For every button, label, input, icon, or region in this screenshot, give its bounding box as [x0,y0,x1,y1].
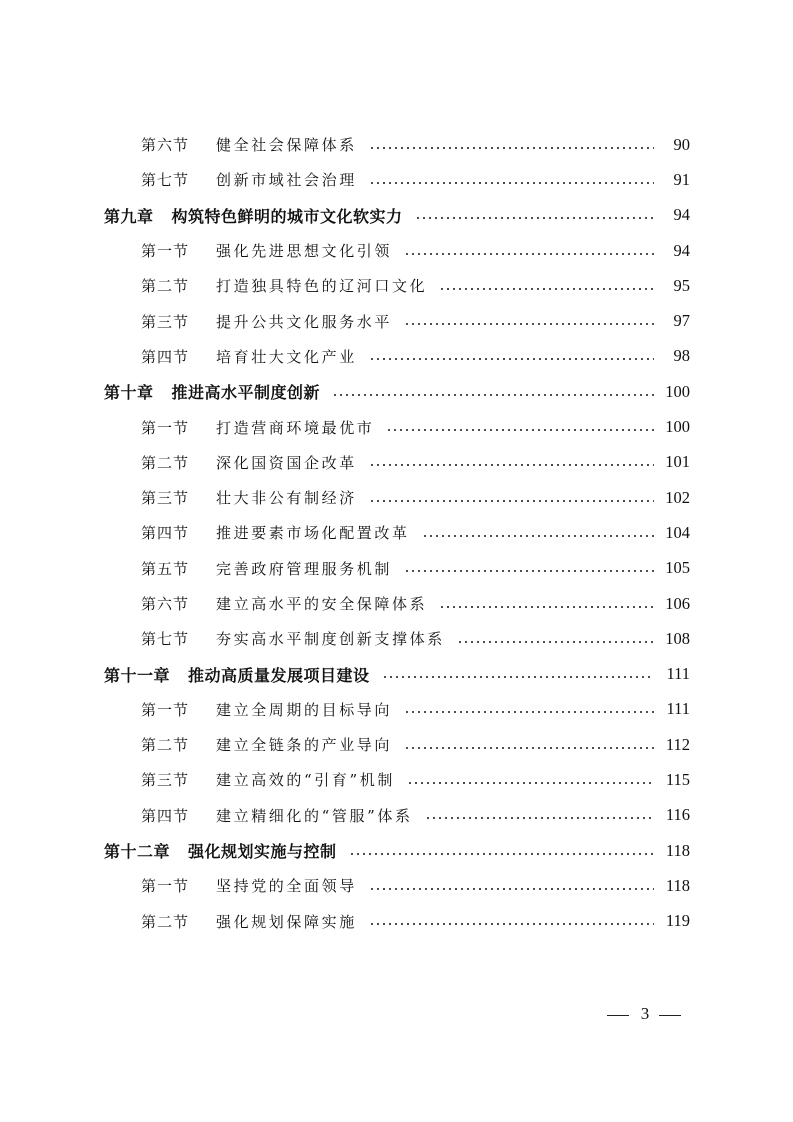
toc-dot-leader [369,182,654,184]
toc-section-row [0,727,793,762]
toc-section-title: 健全社会保障体系 [216,136,357,155]
toc-page-number: 119 [665,911,690,931]
toc-section-title: 强化先进思想文化引领 [216,242,393,261]
toc-dot-leader [369,358,654,360]
toc-section-number: 第四节 [141,347,190,366]
toc-section-title: 坚持党的全面领导 [216,877,357,896]
toc-dot-leader [369,147,654,149]
toc-section-row [0,303,793,338]
toc-chapter-number: 第十一章 [104,665,171,685]
toc-section-title: 打造营商环境最优市 [216,418,375,437]
toc-page-number: 105 [665,558,690,578]
toc-chapter-number: 第九章 [104,206,154,226]
toc-section-row [0,339,793,374]
toc-dot-leader [386,429,654,431]
toc-dot-leader [349,853,654,855]
toc-dot-leader [422,535,654,537]
toc-section-title: 打造独具特色的辽河口文化 [216,277,428,296]
toc-section-title: 建立高效的“引育”机制 [216,771,395,790]
toc-section-number: 第四节 [141,524,190,543]
toc-dot-leader [404,570,654,572]
toc-section-title: 强化规划保障实施 [216,912,357,931]
toc-page-number: 111 [666,699,690,719]
toc-page-number: 100 [665,417,690,437]
toc-page-number: 91 [673,169,690,189]
toc-section-row [0,551,793,586]
toc-section-number: 第四节 [141,806,190,825]
toc-section-title: 完善政府管理服务机制 [216,559,393,578]
toc-section-number: 第三节 [141,771,190,790]
toc-chapter-row [0,198,793,233]
toc-page-number: 118 [665,875,690,895]
toc-page-number: 106 [665,593,690,613]
toc-page-number: 112 [665,734,690,754]
toc-chapter-title: 推进高水平制度创新 [171,383,321,403]
toc-section-row [0,692,793,727]
toc-section-row [0,762,793,797]
toc-section-row [0,127,793,162]
toc-section-row [0,515,793,550]
toc-section-title: 壮大非公有制经济 [216,489,357,508]
toc-dot-leader [404,711,654,713]
toc-section-row [0,586,793,621]
toc-page-number: 102 [665,487,690,507]
toc-page-number: 100 [665,381,690,401]
toc-dot-leader [415,217,654,219]
toc-section-number: 第一节 [141,418,190,437]
toc-section-number: 第二节 [141,912,190,931]
toc-section-number: 第二节 [141,277,190,296]
toc-dot-leader [332,394,654,396]
toc-section-number: 第五节 [141,559,190,578]
toc-chapter-title: 推动高质量发展项目建设 [188,665,370,685]
toc-section-title: 深化国资国企改革 [216,453,357,472]
toc-dot-leader [369,888,654,890]
toc-section-title: 建立精细化的“管服”体系 [216,806,413,825]
toc-section-number: 第六节 [141,136,190,155]
toc-section-row [0,409,793,444]
toc-section-row [0,904,793,939]
toc-section-title: 提升公共文化服务水平 [216,312,393,331]
toc-dot-leader [369,500,654,502]
toc-section-number: 第三节 [141,312,190,331]
toc-section-row [0,445,793,480]
toc-page-number: 104 [665,522,690,542]
toc-section-title: 建立全链条的产业导向 [216,736,393,755]
toc-page-number: 118 [665,840,690,860]
footer-dash-left [607,1015,629,1016]
toc-page-number: 97 [673,311,690,331]
toc-dot-leader [407,782,654,784]
toc-chapter-title: 构筑特色鲜明的城市文化软实力 [171,206,403,226]
toc-dot-leader [369,464,654,466]
toc-page-number: 108 [665,628,690,648]
toc-chapter-row [0,656,793,691]
table-of-contents [0,127,793,939]
toc-section-row [0,621,793,656]
toc-page-number: 98 [673,346,690,366]
toc-section-title: 推进要素市场化配置改革 [216,524,410,543]
toc-chapter-title: 强化规划实施与控制 [188,842,337,862]
toc-page-number: 111 [666,664,690,684]
toc-chapter-row [0,833,793,868]
toc-dot-leader [404,323,654,325]
toc-section-row [0,268,793,303]
toc-dot-leader [404,747,654,749]
toc-page-number: 94 [673,240,690,260]
toc-dot-leader [425,817,654,819]
toc-section-row [0,868,793,903]
toc-section-number: 第六节 [141,595,190,613]
toc-section-number: 第二节 [141,453,190,472]
toc-dot-leader [382,676,654,678]
page-footer [0,1004,793,1028]
toc-section-row [0,162,793,197]
toc-section-title: 夯实高水平制度创新支撑体系 [216,630,445,649]
toc-section-number: 第一节 [141,700,190,719]
toc-section-row [0,233,793,268]
footer-dash-right [659,1015,681,1016]
toc-section-number: 第三节 [141,489,190,508]
toc-page-number: 94 [673,205,690,225]
toc-section-number: 第二节 [141,736,190,755]
footer-page-number: 3 [640,1004,650,1023]
toc-section-number: 第一节 [141,242,190,261]
toc-chapter-number: 第十二章 [104,842,171,862]
toc-page-number: 101 [665,452,690,472]
toc-section-row [0,798,793,833]
toc-section-title: 建立高水平的安全保障体系 [216,595,428,613]
toc-dot-leader [457,641,654,643]
toc-section-title: 创新市域社会治理 [216,171,357,190]
toc-dot-leader [439,288,654,290]
toc-chapter-number: 第十章 [104,383,154,403]
toc-page-number: 90 [673,134,690,154]
toc-page-number: 95 [673,275,690,295]
toc-section-number: 第一节 [141,877,190,896]
toc-dot-leader [369,923,654,925]
toc-section-row [0,480,793,515]
toc-dot-leader [404,253,654,255]
toc-section-title: 建立全周期的目标导向 [216,700,393,719]
toc-section-title: 培育壮大文化产业 [216,347,357,366]
toc-page-number: 116 [665,805,690,825]
toc-section-number: 第七节 [141,171,190,190]
toc-page-number: 115 [665,769,690,789]
toc-section-number: 第七节 [141,630,190,649]
toc-dot-leader [439,606,654,608]
toc-chapter-row [0,374,793,409]
